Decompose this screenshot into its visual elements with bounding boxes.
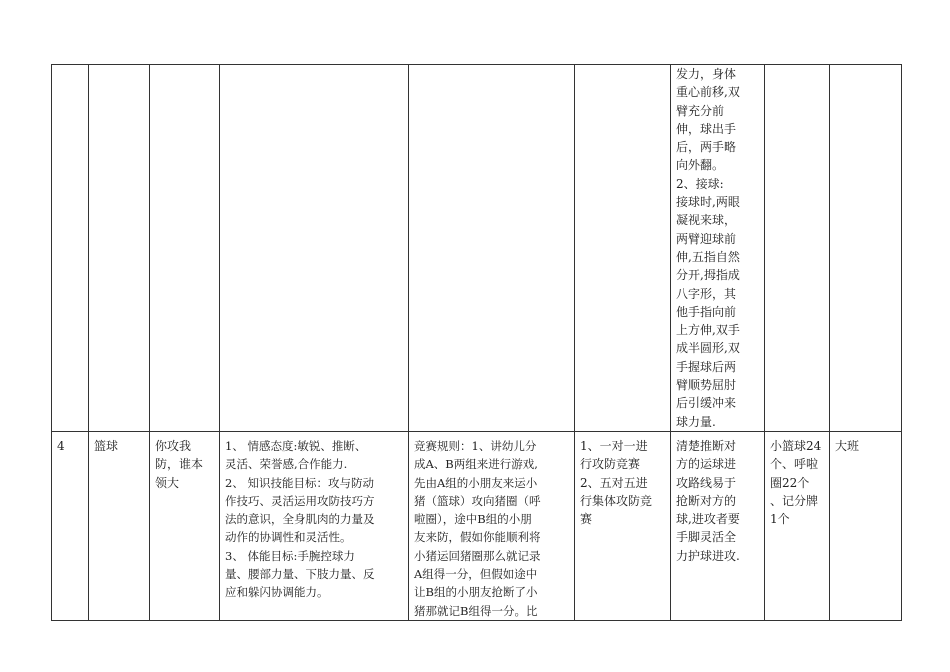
cell-num: [52, 65, 89, 432]
cell-goals: 1、 情感态度:敏锐、推断、 灵活、荣誉感,合作能力. 2、 知识技能目标：攻与防动 作技巧、灵活运用攻防技巧方 法的意识，全身肌肉的力量及 动作的协调性和灵活性。 3、 体能目标:手腕控球力 量、腰部力量、下肢力量、反 应和躲闪协调能力。: [220, 431, 409, 620]
table-row: [52, 431, 902, 620]
cell-class: 大班: [830, 431, 902, 620]
cell-method: 1、一对一进 行攻防竞赛 2、五对五进 行集体攻防竞 赛: [575, 431, 671, 620]
lesson-plan-table: [51, 64, 902, 621]
cell-activity: 你攻我 防，谁本 领大: [150, 431, 220, 620]
cell-goals: [220, 65, 409, 432]
cell-key-points: 发力，身体 重心前移,双 臂充分前 伸，球出手 后，两手略 向外翻。 2、接球: 接球时,两眼 凝视来球， 两臂迎球前 伸,五指自然 分开,拇指成 八字形，其 他手指向前 上方伸,双手 成半圆形,双 手握球后两 臂顺势屈肘 后引缓冲来 球力量.: [671, 65, 765, 432]
cell-num: 4: [52, 431, 89, 620]
cell-method: [575, 65, 671, 432]
cell-sport: [89, 65, 150, 432]
cell-activity: [150, 65, 220, 432]
cell-equipment: [765, 65, 830, 432]
cell-rules: 竞赛规则：1、讲幼儿分 成A、B两组来进行游戏, 先由A组的小朋友来运小 猪（篮球）攻向猪圈（呼 啦圈），途中B组的小朋 友来防，假如你能顺利将 小猪运回猪圈那么就记录 A组得一分，但假如途中 让B组的小朋友抢断了小 猪那就记B组得一分。比: [409, 431, 575, 620]
cell-equipment: 小篮球24 个、呼啦 圈22个 、记分牌 1个: [765, 431, 830, 620]
table-row: [52, 65, 902, 432]
cell-key-points: 清楚推断对 方的运球进 攻路线易于 抢断对方的 球,进攻者要 手脚灵活全 力护球进攻.: [671, 431, 765, 620]
cell-rules: [409, 65, 575, 432]
cell-sport: 篮球: [89, 431, 150, 620]
cell-class: [830, 65, 902, 432]
